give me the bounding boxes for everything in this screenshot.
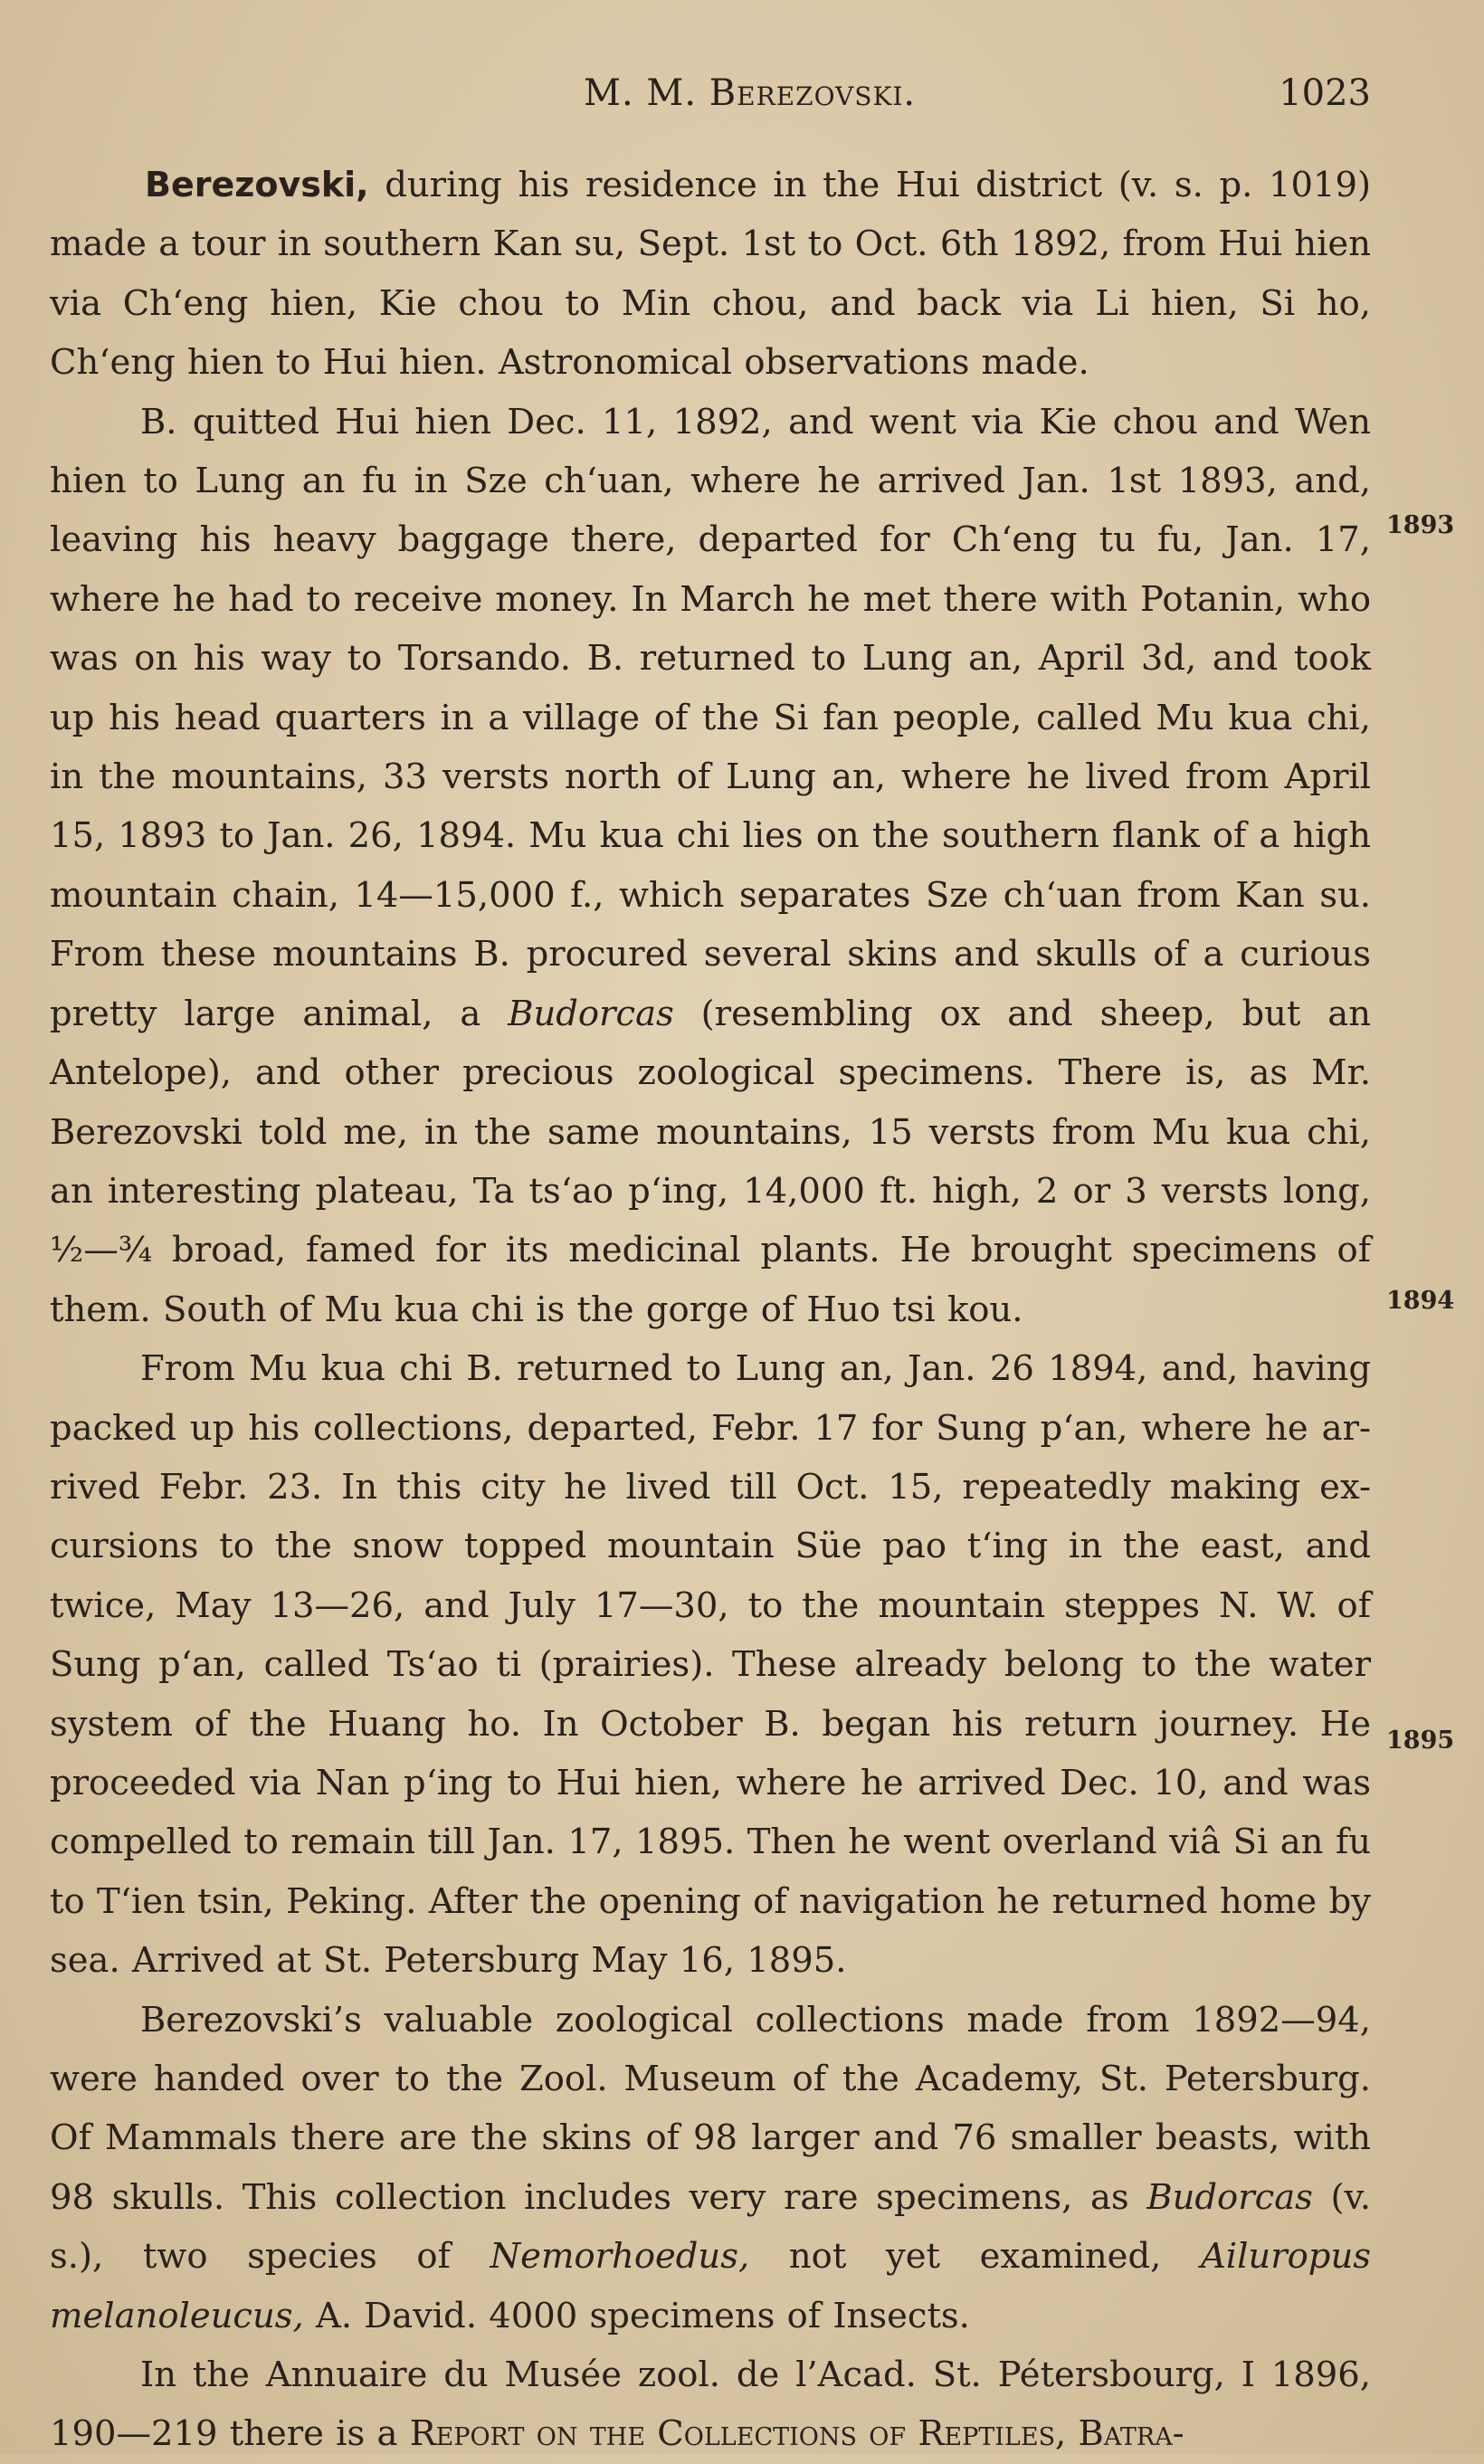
margin-year-1895: 1895 — [1386, 1727, 1455, 1755]
paragraph-5-smallcaps: Report on the Collections of Reptiles, Batra- — [409, 2413, 1184, 2455]
paragraph-4-italic-2: Nemorhoedus, — [490, 2236, 750, 2278]
paragraph-1-text: during his residence in the Hui district (v. s. p. 1019) made a tour in southern Kan su, Sept. 1st to Oct. 6th 1892, from Hui hien via Chʻeng hien, Kie chou to Min chou, and back via Li hien, Si ho, Chʻeng hien to Hui hien. Astronomical observations made. — [50, 165, 1371, 384]
paragraph-4 — [50, 1991, 1371, 2345]
paragraph-3 — [50, 1339, 1371, 1990]
margin-year-1893: 1893 — [1386, 511, 1455, 539]
paragraph-4-text-after-2: not yet examined, — [749, 2236, 1201, 2278]
paragraph-5 — [50, 2345, 1371, 2464]
paragraph-3-text: From Mu kua chi B. returned to Lung an, Jan. 26 1894, and, having packed up his collections, departed, Febr. 17 for Sung pʻan, where he ar-rived Febr. 23. In this city he lived till Oct. 15, repeatedly making ex-cursions to the snow topped mountain Süe pao tʻing in the east, and twice, May 13—26, and July 17—30, to the mountain steppes N. W. of Sung pʻan, called Tsʻao ti (prairies). These already belong to the water system of the Huang ho. In October B. began his return journey. He proceeded via Nan pʻing to Hui hien, where he arrived Dec. 10, and was compelled to remain till Jan. 17, 1895. Then he went overland viâ Si an fu to Tʻien tsin, Peking. After the opening of navigation he returned home by sea. Arrived at St. Petersburg May 16, 1895. — [50, 1348, 1371, 1982]
paragraph-2-text: B. quitted Hui hien Dec. 11, 1892, and went via Kie chou and Wen hien to Lung an fu in Sze chʻuan, where he arrived Jan. 1st 1893, and, leaving his heavy baggage there, departed for Chʻeng tu fu, Jan. 17, where he had to receive money. In March he met there with Potanin, who was on his way to Torsando. B. returned to Lung an, April 3d, and took up his head quarters in a village of the Si fan people, called Mu kua chi, in the mountains, 33 versts north of Lung an, where he lived from April 15, 1893 to Jan. 26, 1894. Mu kua chi lies on the southern flank of a high mountain chain, 14—15,000 f., which separates Sze chʻuan from Kan su. From these mountains B. procured several skins and skulls of a curious pretty large animal, a — [50, 401, 1371, 1034]
running-head: M. M. Berezovski. — [584, 72, 917, 114]
paragraph-4-text-after-3: A. David. 4000 specimens of Insects. — [303, 2295, 970, 2336]
paragraph-4-text: Berezovski’s valuable zoological collections made from 1892—94, were handed over to the Zool. Museum of the Academy, St. Petersburg. Of Mammals there are the skins of 98 larger and 76 smaller beasts, with 98 skulls. This collection includes very rare specimens, as — [50, 1999, 1371, 2218]
paragraph-2-text-after: (resembling ox and sheep, but an Antelope), and other precious zoological specimens. There is, as Mr. Berezovski told me, in the same mountains, 15 versts from Mu kua chi, an interesting plateau, Ta tsʻao pʻing, 14,000 ft. high, 2 or 3 versts long, ½—¾ broad, famed for its medicinal plants. He brought specimens of them. South of Mu kua chi is the gorge of Huo tsi kou. — [50, 993, 1371, 1330]
paragraph-1 — [50, 156, 1371, 393]
body-text — [50, 156, 1371, 2464]
paragraph-4-italic-1: Budorcas — [1146, 2176, 1313, 2218]
paragraph-2 — [50, 393, 1371, 1340]
paragraph-2-italic: Budorcas — [508, 993, 674, 1034]
margin-year-1894: 1894 — [1386, 1287, 1455, 1315]
lead-name: Berezovski, — [145, 165, 369, 205]
paragraph-4-italic-3: Ailuropus melanoleucus, — [50, 2236, 1372, 2336]
paragraph-5-text: In the Annuaire du Musée zool. de l’Acad. St. Pétersbourg, I 1896, 190—219 there is a — [50, 2355, 1371, 2455]
page-header — [50, 72, 1371, 136]
page-number: 1023 — [1279, 72, 1371, 114]
paragraph-4-text-after-1: (v. s.), two species of — [50, 2176, 1372, 2278]
